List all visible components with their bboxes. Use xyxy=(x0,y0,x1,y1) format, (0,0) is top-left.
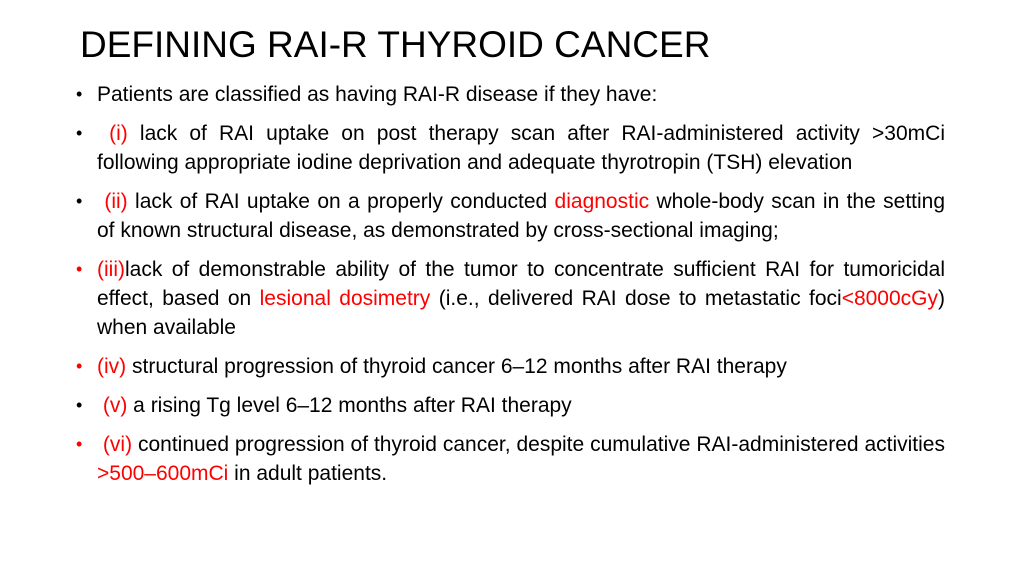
criterion-label: (iv) xyxy=(97,355,127,378)
highlight-text: >500–600mCi xyxy=(97,462,229,485)
criterion-label: (ii) xyxy=(104,190,128,213)
bullet-list xyxy=(72,80,945,488)
bullet-text: continued progression of thyroid cancer, despite cumulative RAI-administered activities xyxy=(132,433,945,456)
bullet-dot-icon: • xyxy=(76,395,83,415)
bullet-text: structural progression of thyroid cancer 6–12 months after RAI therapy xyxy=(126,355,787,378)
bullet-text: lack of RAI uptake on post therapy scan after RAI-administered activity >30mCi following appropriate iodine deprivation and adequate thyrotropin (TSH) elevation xyxy=(97,122,945,174)
bullet-text: (i.e., delivered RAI dose to metastatic foci xyxy=(430,287,842,310)
bullet-dot-icon: • xyxy=(76,123,83,143)
bullet-text: lack of RAI uptake on a properly conducted xyxy=(127,190,555,213)
bullet-dot-icon: • xyxy=(76,356,83,376)
bullet-text: ) when available xyxy=(97,287,946,339)
bullet-item-v xyxy=(72,391,945,420)
bullet-text: Patients are classified as having RAI-R disease if they have: xyxy=(97,83,658,106)
bullet-dot-icon: • xyxy=(76,191,83,211)
bullet-dot-icon: • xyxy=(76,434,83,454)
slide-title: DEFINING RAI-R THYROID CANCER xyxy=(80,24,711,65)
bullet-text: in adult patients. xyxy=(228,462,388,485)
bullet-item-intro xyxy=(72,80,945,109)
bullet-item-i xyxy=(72,119,945,177)
bullet-item-iii xyxy=(72,255,945,342)
bullet-text: lack of demonstrable ability of the tumor to concentrate sufficient RAI for tumoricidal effect, based on xyxy=(97,258,945,310)
bullet-dot-icon: • xyxy=(76,259,83,279)
highlight-text: <8000cGy xyxy=(841,287,939,310)
criterion-label: (v) xyxy=(102,394,128,417)
criterion-label: (vi) xyxy=(102,433,133,456)
highlight-text: lesional dosimetry xyxy=(259,287,431,310)
bullet-item-vi xyxy=(72,430,945,488)
bullet-text: a rising Tg level 6–12 months after RAI therapy xyxy=(127,394,572,417)
bullet-dot-icon: • xyxy=(76,84,83,104)
bullet-item-ii xyxy=(72,187,945,245)
bullet-text: whole-body scan in the setting of known structural disease, as demonstrated by cross-sectional imaging; xyxy=(97,190,946,242)
criterion-label: (iii) xyxy=(97,258,125,281)
bullet-item-iv xyxy=(72,352,945,381)
highlight-text: diagnostic xyxy=(554,190,650,213)
criterion-label: (i) xyxy=(109,122,128,145)
